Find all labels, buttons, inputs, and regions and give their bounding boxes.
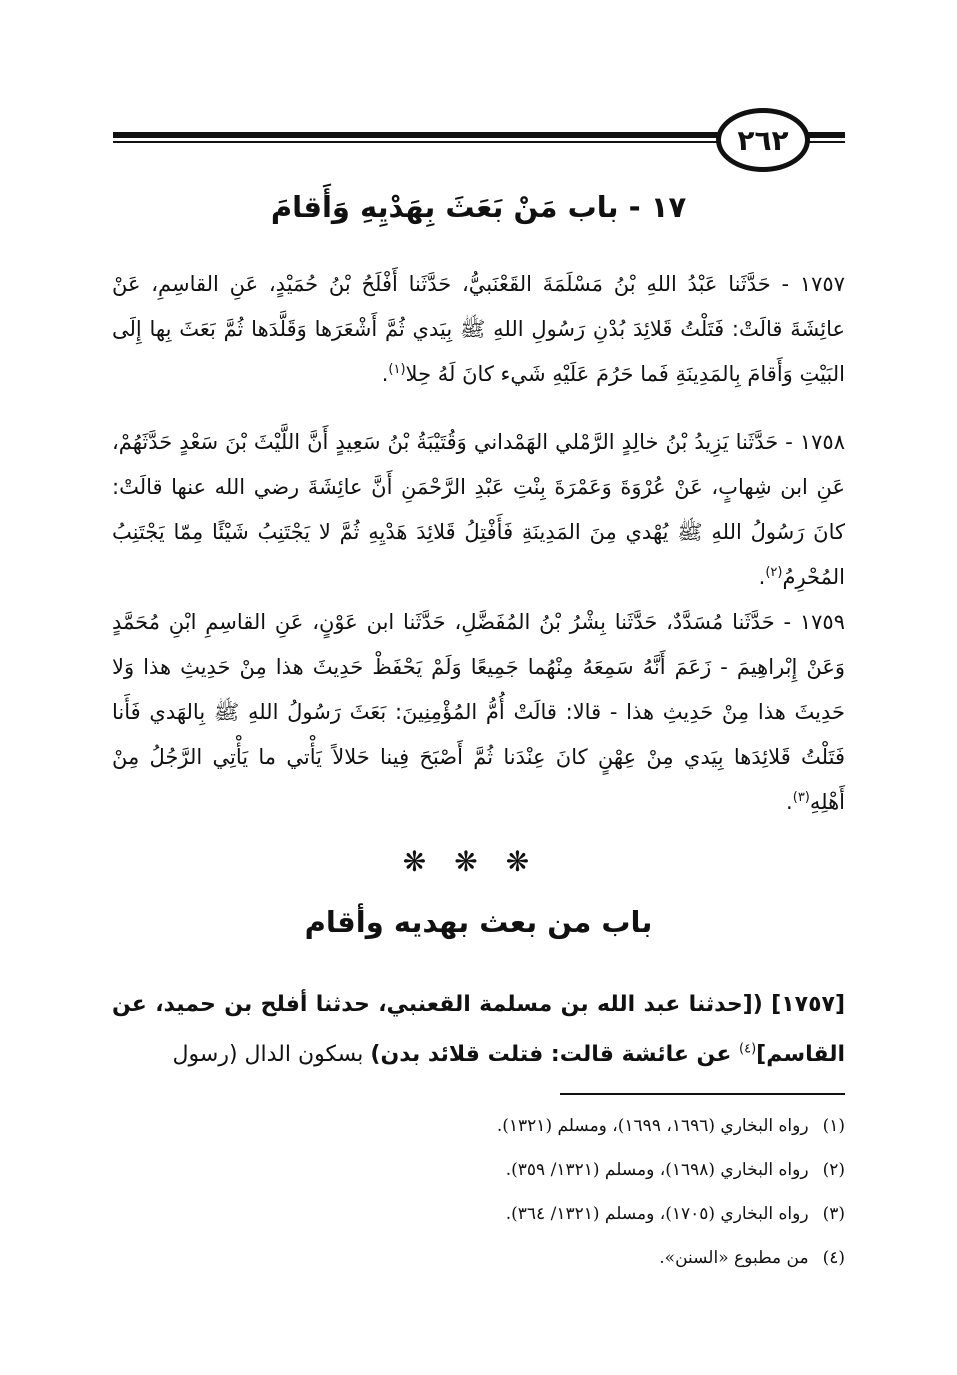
footnote-ref-2[interactable]: (٢): [765, 565, 783, 580]
hadith-1757: ١٧٥٧ - حَدَّثَنا عَبْدُ اللهِ بْنُ مَسْلَمَةَ القَعْنَبيُّ، حَدَّثَنا أَفْلَحُ بْنُ حُمَيْدٍ، عَنِ القاسِمِ، عَنْ عائِشَةَ قالَتْ: فَتَلْتُ قَلائِدَ بُدْنِ رَسُولِ اللهِ ﷺ بِيَدي ثُمَّ أَشْعَرَها وَقَلَّدَها ثُمَّ بَعَثَ بِها إِلَى البَيْتِ وَأَقامَ بِالمَدِينَةِ فَما حَرُمَ عَلَيْهِ شَيء كانَ لَهُ حِلا$^{(١)}$.: [112, 272, 845, 386]
hadith-text: ١٧٥٩ - حَدَّثَنا مُسَدَّدٌ، حَدَّثَنا بِشْرُ بْنُ المُفَضَّلِ، حَدَّثَنا ابن عَوْنٍ، عَنِ القاسِمِ ابْنِ مُحَمَّدٍ وَعَنْ إِبْراهِيمَ - زَعَمَ أَنَّهُ سَمِعَهُ مِنْهُما جَمِيعًا وَلَمْ يَحْفَظْ حَدِيثَ هذا مِنْ حَدِيثِ هذا وَلا حَدِيثَ هذا مِنْ حَدِيثِ هذا - قالا: قالَتْ أُمُّ المُؤْمِنِينَ: بَعَثَ رَسُولُ اللهِ ﷺ بِالهَدي فَأَنا فَتَلْتُ قَلائِدَها بِيَدي مِنْ عِهْنٍ كانَ عِنْدَنا ثُمَّ أَصْبَحَ فِينا حَلالاً يَأْتي ما يَأْتِي الرَّجُلُ مِنْ أَهْلِهِ: [112, 610, 845, 814]
footnote-item: [300, 1104, 845, 1148]
footnote-ref-3[interactable]: (٣): [792, 790, 810, 805]
page-number-badge: [716, 108, 810, 172]
hadith-text: ١٧٥٨ - حَدَّثَنا يَزِيدُ بْنُ خالِدٍ الرَّمْلي الهَمْداني وَقُتَيْبَةُ بْنُ سَعِيدٍ أَنَّ اللَّيْثَ بْنَ سَعْدٍ حَدَّثَهُمْ، عَنِ ابن شِهابٍ، عَنْ عُرْوَةَ وَعَمْرَةَ بِنْتِ عَبْدِ الرَّحْمَنِ أَنَّ عائِشَةَ رضي الله عنها قالَتْ: كانَ رَسُولُ اللهِ ﷺ يُهْدي مِنَ المَدِينَةِ فَأَفْتِلُ قَلائِدَ هَدْيِهِ ثُمَّ لا يَجْتَنِبُ شَيْئًا مِمّا يَجْتَنِبُ المُحْرِمُ: [112, 430, 845, 589]
commentary-title: باب من بعث بهديه وأقام: [304, 905, 653, 939]
footnote-item: [300, 1236, 845, 1280]
footnote-number: (١): [822, 1116, 845, 1136]
footnote-ref-1[interactable]: (١): [388, 362, 406, 377]
footnote-text: رواه البخاري (١٦٩٨)، ومسلم (١٣٢١/ ٣٥٩).: [505, 1160, 809, 1180]
footnote-divider: [560, 1093, 845, 1095]
hadith-1758: ١٧٥٨ - حَدَّثَنا يَزِيدُ بْنُ خالِدٍ الرَّمْلي الهَمْداني وَقُتَيْبَةُ بْنُ سَعِيدٍ أَنَّ اللَّيْثَ بْنَ سَعْدٍ حَدَّثَهُمْ، عَنِ ابن شِهابٍ، عَنْ عُرْوَةَ وَعَمْرَةَ بِنْتِ عَبْدِ الرَّحْمَنِ أَنَّ عائِشَةَ رضي الله عنها قالَتْ: كانَ رَسُولُ اللهِ ﷺ يُهْدي مِنَ المَدِينَةِ فَأَفْتِلُ قَلائِدَ هَدْيِهِ ثُمَّ لا يَجْتَنِبُ شَيْئًا مِمّا يَجْتَنِبُ المُحْرِمُ$^{(٢)}$.: [112, 430, 845, 589]
commentary-normal-text: بسكون الدال (رسول: [172, 1042, 371, 1067]
footnote-number: (٢): [822, 1160, 845, 1180]
footnote-item: [300, 1148, 845, 1192]
commentary-bold-text: [١٧٥٧] ([حدثنا عبد الله بن مسلمة القعنبي، حدثنا أفلح بن حميد، عن القاسم]: [112, 992, 845, 1067]
footnote-text: رواه البخاري (١٧٠٥)، ومسلم (١٣٢١/ ٣٦٤).: [505, 1204, 809, 1224]
commentary-paragraph: [112, 980, 845, 1080]
chapter-title: ١٧ - باب مَنْ بَعَثَ بِهَدْيِهِ وَأَقامَ: [270, 190, 687, 224]
footnote-item: [300, 1192, 845, 1236]
section-separator: ❋❋❋: [402, 845, 558, 878]
footnote-number: (٣): [822, 1204, 845, 1224]
hadith-1759: ١٧٥٩ - حَدَّثَنا مُسَدَّدٌ، حَدَّثَنا بِشْرُ بْنُ المُفَضَّلِ، حَدَّثَنا ابن عَوْنٍ، عَنِ القاسِمِ ابْنِ مُحَمَّدٍ وَعَنْ إِبْراهِيمَ - زَعَمَ أَنَّهُ سَمِعَهُ مِنْهُما جَمِيعًا وَلَمْ يَحْفَظْ حَدِيثَ هذا مِنْ حَدِيثِ هذا وَلا حَدِيثَ هذا مِنْ حَدِيثِ هذا - قالا: قالَتْ أُمُّ المُؤْمِنِينَ: بَعَثَ رَسُولُ اللهِ ﷺ بِالهَدي فَأَنا فَتَلْتُ قَلائِدَها بِيَدي مِنْ عِهْنٍ كانَ عِنْدَنا ثُمَّ أَصْبَحَ فِينا حَلالاً يَأْتي ما يَأْتِي الرَّجُلُ مِنْ أَهْلِهِ$^{(٣)}$.: [112, 610, 845, 814]
footnotes: [300, 1104, 845, 1280]
footnote-text: رواه البخاري (١٦٩٦، ١٦٩٩)، ومسلم (١٣٢١).: [496, 1116, 809, 1136]
commentary-bold-text-2: عن عائشة قالت: فتلت قلائد بدن): [370, 1042, 740, 1067]
footnote-text: من مطبوع «السنن».: [659, 1248, 809, 1268]
footnote-number: (٤): [822, 1248, 845, 1268]
hadith-text: ١٧٥٧ - حَدَّثَنا عَبْدُ اللهِ بْنُ مَسْلَمَةَ القَعْنَبيُّ، حَدَّثَنا أَفْلَحُ بْنُ حُمَيْدٍ، عَنِ القاسِمِ، عَنْ عائِشَةَ قالَتْ: فَتَلْتُ قَلائِدَ بُدْنِ رَسُولِ اللهِ ﷺ بِيَدي ثُمَّ أَشْعَرَها وَقَلَّدَها ثُمَّ بَعَثَ بِها إِلَى البَيْتِ وَأَقامَ بِالمَدِينَةِ فَما حَرُمَ عَلَيْهِ شَيء كانَ لَهُ حِلا: [112, 272, 845, 386]
page-number: ٢٦٢: [737, 123, 789, 157]
page-header: [113, 108, 845, 168]
footnote-ref-4[interactable]: (٤): [739, 1041, 757, 1057]
